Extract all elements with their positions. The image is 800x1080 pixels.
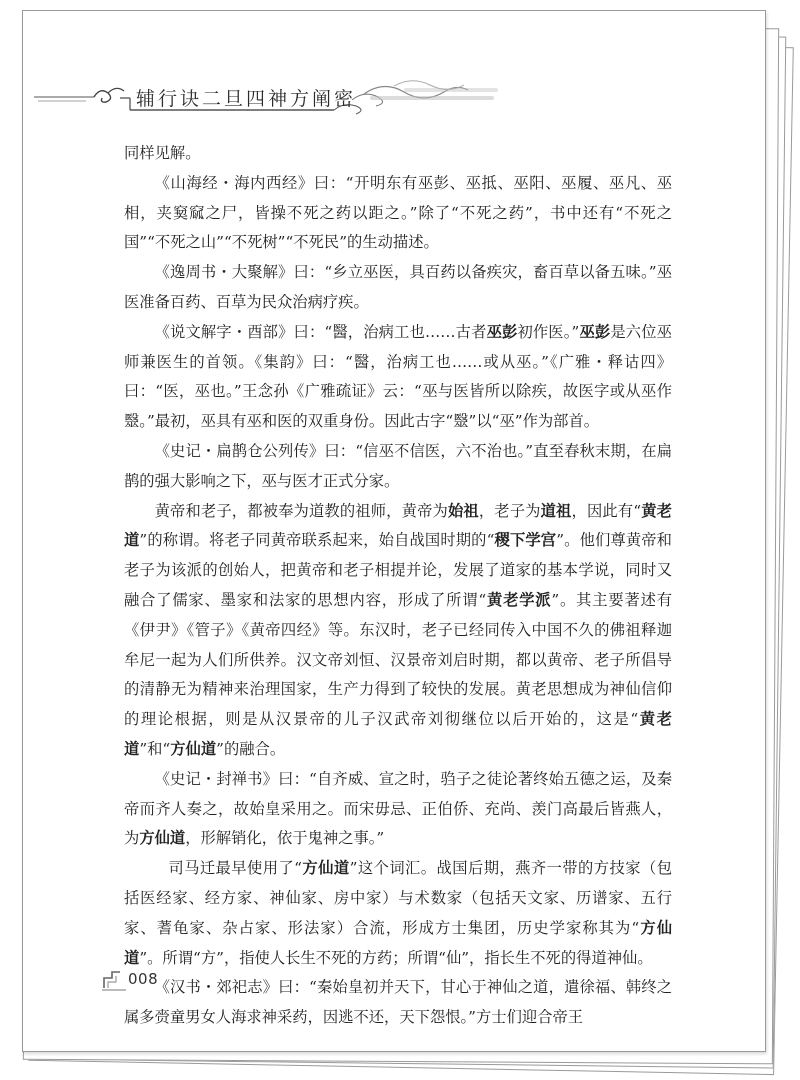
bold-term: 巫彭: [579, 322, 611, 341]
bold-term: 稷下学宫: [494, 531, 557, 550]
bold-term: 道祖: [540, 501, 572, 520]
text-run: 《史记・扁鹊仓公列传》曰：“信巫不信医，六不治也。”直至春秋末期，在扁鹊的强大影响之下，巫与医才正式分家。: [124, 441, 672, 490]
header-title: 辅行诀二旦四神方阐密: [136, 88, 357, 110]
text-run: 初作医。”: [517, 322, 580, 341]
running-header: [34, 64, 764, 124]
bold-term: 黄老学派: [486, 590, 552, 609]
bold-term: 黄老道: [124, 501, 672, 550]
paragraph: [124, 765, 672, 854]
page-footer: [100, 964, 220, 994]
text-run: 《逸周书・大聚解》曰：“乡立巫医，具百药以备疾灾，畜百草以备五味。”巫医准备百药、百草为民众治病疗疾。: [124, 263, 672, 311]
text-run: 《山海经・海内西经》曰：“开明东有巫彭、巫抵、巫阳、巫履、巫凡、巫相，夹窫窳之尸，皆操不死之药以距之。”除了“不死之药”，书中还有“不死之国”“不死之山”“不死树”“不死民”的生动描述。: [124, 173, 672, 252]
paragraph: [124, 139, 672, 169]
bold-term: 方仙道: [302, 859, 350, 878]
text-run: ，形解销化，依于鬼神之事。”: [185, 829, 385, 848]
text-run: ，老子为: [478, 501, 541, 520]
body-text: [124, 139, 672, 1033]
page-number: 008: [128, 970, 159, 988]
paragraph: [124, 258, 672, 318]
bold-term: 方仙道: [170, 739, 217, 758]
text-run: 《汉书・郊祀志》曰：“秦始皇初并天下，甘心于神仙之道，遣徐福、韩终之属多赍童男女人海求神采药，因逃不还，天下怨恨。”方士们迎合帝王: [124, 978, 672, 1027]
paragraph: [124, 497, 672, 765]
text-run: ”。他们尊黄帝和老子为该派的创始人，把黄帝和老子相提并论，发展了道家的基本学说，同时又融合了儒家、墨家和法家的思想内容，形成了所谓“: [124, 531, 672, 609]
bold-term: 方仙道: [124, 918, 672, 967]
paragraph: [124, 854, 672, 973]
text-run: ”的融合。: [216, 739, 286, 758]
text-run: 《史记・封禅书》曰：“自齐威、宣之时，驺子之徒论著终始五德之运，及秦帝而齐人奏之，故始皇采用之。而宋毋忌、正伯侨、充尚、羡门高最后皆燕人，为: [124, 769, 672, 848]
text-run: ，因此有“: [571, 501, 642, 520]
bold-term: 始祖: [447, 501, 479, 520]
text-run: ”的称谓。将老子同黄帝联系起来，始自战国时期的“: [139, 531, 495, 550]
text-run: 同样见解。: [124, 144, 201, 162]
paragraph: [124, 318, 672, 437]
text-run: ”这个词汇。战国后期，燕齐一带的方技家（包括医经家、经方家、神仙家、房中家）与术数家（包括天文家、历谱家、五行家、蓍龟家、杂占家、形法家）合流，形成方士集团，历史学家称其为“: [124, 859, 672, 937]
text-run: 《说文解字・酉部》曰：“醫，治病工也……古者: [154, 322, 487, 341]
paragraph: [124, 169, 672, 258]
bold-term: 黄老道: [124, 710, 672, 758]
bold-term: 方仙道: [139, 829, 186, 848]
text-run: 黄帝和老子，都被奉为道教的祖师，黄帝为: [154, 501, 448, 520]
text-run: ”。其主要著述有《伊尹》《管子》《黄帝四经》等。东汉时，老子已经同传入中国不久的佛祖释迦牟尼一起为人们所供养。汉文帝刘恒、汉景帝刘启时期，都以黄帝、老子所倡导的清静无为精神来治理国家，生产力得到了较快的发展。黄老思想成为神仙信仰的理论根据，则是从汉景帝的儿子汉武帝刘彻继位以后开始的，这是“: [124, 590, 672, 729]
text-run: ”和“: [139, 739, 171, 758]
text-run: 司马迁最早使用了“: [168, 859, 302, 878]
footer-ornament: [100, 964, 130, 994]
paragraph: [124, 437, 672, 497]
text-run: ”。所谓“方”，指使人长生不死的方药；所谓“仙”，指长生不死的得道神仙。: [139, 948, 653, 967]
text-run: 是六位巫师兼医生的首领。《集韵》曰：“醫，治病工也……或从巫。”《广雅・释诂四》曰：“医，巫也。”王念孙《广雅疏证》云：“巫与医皆所以除疾，故医字或从巫作毉。”最初，巫具有巫和医的双重身份。因此古字“毉”以“巫”作为部首。: [124, 322, 672, 431]
bold-term: 巫彭: [486, 322, 518, 341]
